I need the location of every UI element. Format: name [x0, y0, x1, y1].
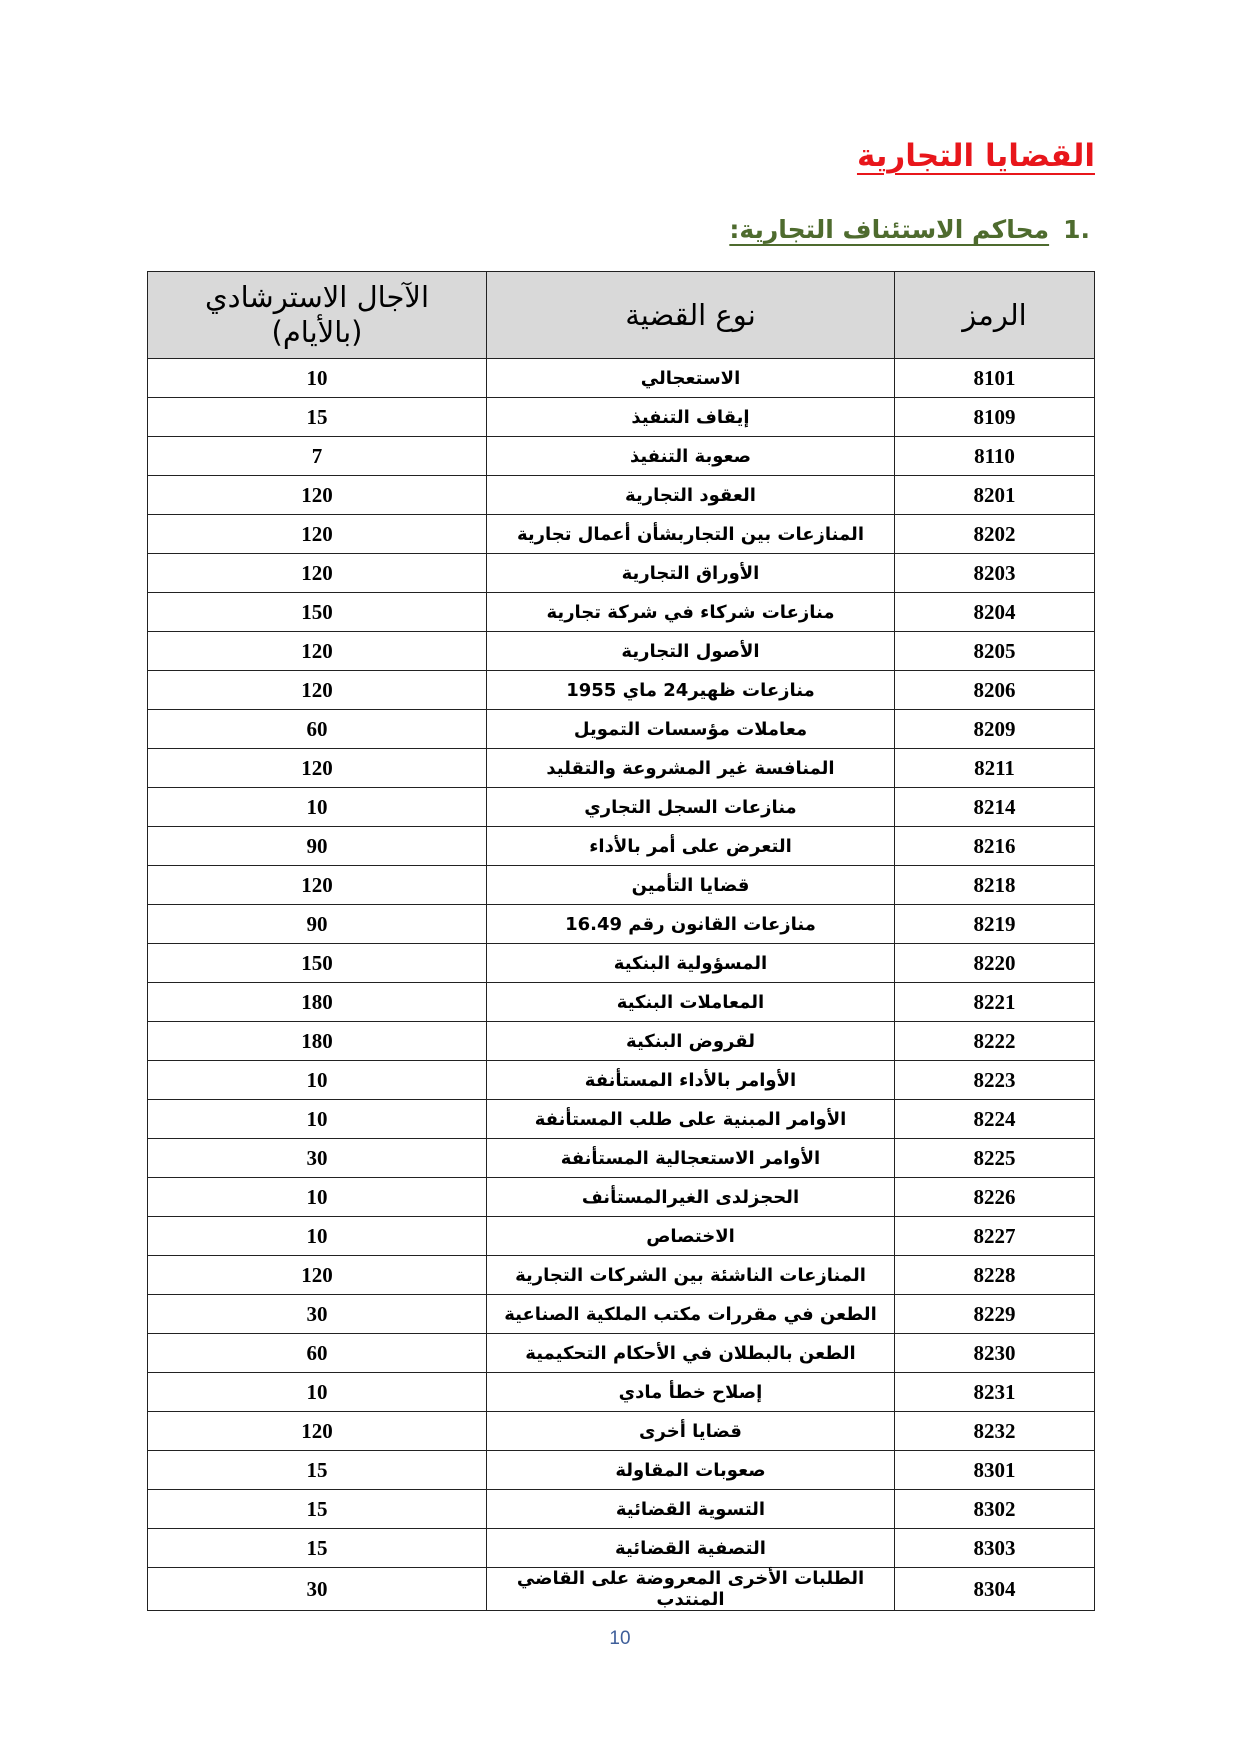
cell-code: 8230	[895, 1334, 1095, 1373]
table-row	[148, 554, 1095, 593]
cell-days: 120	[148, 515, 487, 554]
table-row	[148, 749, 1095, 788]
table-row	[148, 1412, 1095, 1451]
cell-type: الطعن في مقررات مكتب الملكية الصناعية	[487, 1295, 895, 1334]
cell-code: 8219	[895, 905, 1095, 944]
table-row	[148, 788, 1095, 827]
cell-type: الاختصاص	[487, 1217, 895, 1256]
cell-type: التسوية القضائية	[487, 1490, 895, 1529]
table-row	[148, 1490, 1095, 1529]
cell-type: الأوامر بالأداء المستأنفة	[487, 1061, 895, 1100]
cell-code: 8204	[895, 593, 1095, 632]
cell-days: 120	[148, 632, 487, 671]
cell-days: 15	[148, 1529, 487, 1568]
cell-type: قضايا أخرى	[487, 1412, 895, 1451]
cell-type: صعوبة التنفيذ	[487, 437, 895, 476]
cell-days: 60	[148, 710, 487, 749]
cell-code: 8216	[895, 827, 1095, 866]
cell-code: 8225	[895, 1139, 1095, 1178]
cell-code: 8223	[895, 1061, 1095, 1100]
cell-days: 15	[148, 1451, 487, 1490]
cell-type: التصفية القضائية	[487, 1529, 895, 1568]
cell-code: 8206	[895, 671, 1095, 710]
table-row	[148, 710, 1095, 749]
cell-type: المنافسة غير المشروعة والتقليد	[487, 749, 895, 788]
cell-code: 8229	[895, 1295, 1095, 1334]
cell-days: 10	[148, 1061, 487, 1100]
table-row	[148, 515, 1095, 554]
cell-type: الاستعجالي	[487, 359, 895, 398]
table-row	[148, 671, 1095, 710]
page-title: القضايا التجارية	[856, 138, 1095, 174]
cell-days: 30	[148, 1139, 487, 1178]
cell-code: 8214	[895, 788, 1095, 827]
cell-code: 8304	[895, 1568, 1095, 1611]
cell-type: الأوراق التجارية	[487, 554, 895, 593]
cell-code: 8302	[895, 1490, 1095, 1529]
cell-days: 30	[148, 1568, 487, 1611]
cell-code: 8303	[895, 1529, 1095, 1568]
cell-type: الطعن بالبطلان في الأحكام التحكيمية	[487, 1334, 895, 1373]
table-row	[148, 1061, 1095, 1100]
cell-code: 8232	[895, 1412, 1095, 1451]
page-number: 10	[609, 1628, 631, 1649]
cell-days: 15	[148, 398, 487, 437]
cell-type: قضايا التأمين	[487, 866, 895, 905]
cell-days: 120	[148, 476, 487, 515]
cell-code: 8218	[895, 866, 1095, 905]
cell-code: 8227	[895, 1217, 1095, 1256]
cell-code: 8211	[895, 749, 1095, 788]
table-row	[148, 1295, 1095, 1334]
cell-days: 10	[148, 359, 487, 398]
cell-days: 180	[148, 983, 487, 1022]
table-row	[148, 1334, 1095, 1373]
table-row	[148, 1217, 1095, 1256]
cell-days: 7	[148, 437, 487, 476]
cell-days: 120	[148, 671, 487, 710]
cell-code: 8226	[895, 1178, 1095, 1217]
cell-type: منازعات شركاء في شركة تجارية	[487, 593, 895, 632]
cell-days: 120	[148, 1412, 487, 1451]
section-title: محاكم الاستئناف التجارية:	[729, 215, 1050, 244]
cell-days: 150	[148, 944, 487, 983]
cell-type: المسؤولية البنكية	[487, 944, 895, 983]
cell-type: الأوامر المبنية على طلب المستأنفة	[487, 1100, 895, 1139]
cell-type: إصلاح خطأ مادي	[487, 1373, 895, 1412]
cell-code: 8203	[895, 554, 1095, 593]
cell-type: المنازعات الناشئة بين الشركات التجارية	[487, 1256, 895, 1295]
cell-code: 8110	[895, 437, 1095, 476]
table-row	[148, 1178, 1095, 1217]
cell-code: 8101	[895, 359, 1095, 398]
cell-code: 8301	[895, 1451, 1095, 1490]
table-row	[148, 1139, 1095, 1178]
cell-type: العقود التجارية	[487, 476, 895, 515]
table-row	[148, 398, 1095, 437]
cell-type: الأوامر الاستعجالية المستأنفة	[487, 1139, 895, 1178]
table-row	[148, 476, 1095, 515]
table-row	[148, 905, 1095, 944]
cell-days: 10	[148, 788, 487, 827]
cell-code: 8222	[895, 1022, 1095, 1061]
table-row	[148, 359, 1095, 398]
cell-code: 8220	[895, 944, 1095, 983]
cell-type: الأصول التجارية	[487, 632, 895, 671]
cell-type: منازعات السجل التجاري	[487, 788, 895, 827]
table-row	[148, 983, 1095, 1022]
cell-days: 10	[148, 1100, 487, 1139]
table-row	[148, 632, 1095, 671]
cell-code: 8221	[895, 983, 1095, 1022]
table-row	[148, 1568, 1095, 1611]
header-days-line2: (بالأيام)	[271, 315, 363, 349]
cell-days: 150	[148, 593, 487, 632]
cell-days: 180	[148, 1022, 487, 1061]
cell-days: 30	[148, 1295, 487, 1334]
cell-type: إيقاف التنفيذ	[487, 398, 895, 437]
table-header-row	[148, 272, 1095, 359]
case-types-table	[147, 271, 1095, 1611]
cell-code: 8228	[895, 1256, 1095, 1295]
cell-days: 10	[148, 1178, 487, 1217]
section-number: .1	[1063, 215, 1090, 244]
cell-type: منازعات ظهير24 ماي 1955	[487, 671, 895, 710]
cell-code: 8224	[895, 1100, 1095, 1139]
table-row	[148, 866, 1095, 905]
cell-days: 90	[148, 827, 487, 866]
cell-type: الطلبات الأخرى المعروضة على القاضي المنتدب	[487, 1568, 895, 1611]
table-row	[148, 827, 1095, 866]
cell-days: 120	[148, 866, 487, 905]
cell-days: 120	[148, 554, 487, 593]
header-code: الرمز	[895, 272, 1095, 359]
table-row	[148, 1256, 1095, 1295]
cell-type: الحجزلدى الغيرالمستأنف	[487, 1178, 895, 1217]
table-row	[148, 944, 1095, 983]
cell-days: 120	[148, 1256, 487, 1295]
cell-code: 8205	[895, 632, 1095, 671]
table-row	[148, 1373, 1095, 1412]
table-row	[148, 1022, 1095, 1061]
table-row	[148, 1451, 1095, 1490]
cell-days: 10	[148, 1373, 487, 1412]
table-row	[148, 1100, 1095, 1139]
cell-code: 8231	[895, 1373, 1095, 1412]
header-case-type: نوع القضية	[487, 272, 895, 359]
cell-days: 10	[148, 1217, 487, 1256]
table-row	[148, 593, 1095, 632]
cell-type: المعاملات البنكية	[487, 983, 895, 1022]
cell-type: المنازعات بين التجاربشأن أعمال تجارية	[487, 515, 895, 554]
table-row	[148, 437, 1095, 476]
cell-code: 8109	[895, 398, 1095, 437]
cell-code: 8209	[895, 710, 1095, 749]
cell-days: 120	[148, 749, 487, 788]
cell-type: معاملات مؤسسات التمويل	[487, 710, 895, 749]
header-days-line1: الآجال الاسترشادي	[204, 280, 430, 315]
cell-code: 8202	[895, 515, 1095, 554]
cell-type: التعرض على أمر بالأداء	[487, 827, 895, 866]
table-row	[148, 1529, 1095, 1568]
cell-code: 8201	[895, 476, 1095, 515]
cell-days: 15	[148, 1490, 487, 1529]
header-guideline-days	[148, 272, 487, 359]
cell-type: لقروض البنكية	[487, 1022, 895, 1061]
cell-type: صعوبات المقاولة	[487, 1451, 895, 1490]
cell-days: 60	[148, 1334, 487, 1373]
section-heading	[729, 215, 1090, 245]
table-body	[148, 359, 1095, 1611]
cell-type: منازعات القانون رقم 16.49	[487, 905, 895, 944]
cell-days: 90	[148, 905, 487, 944]
